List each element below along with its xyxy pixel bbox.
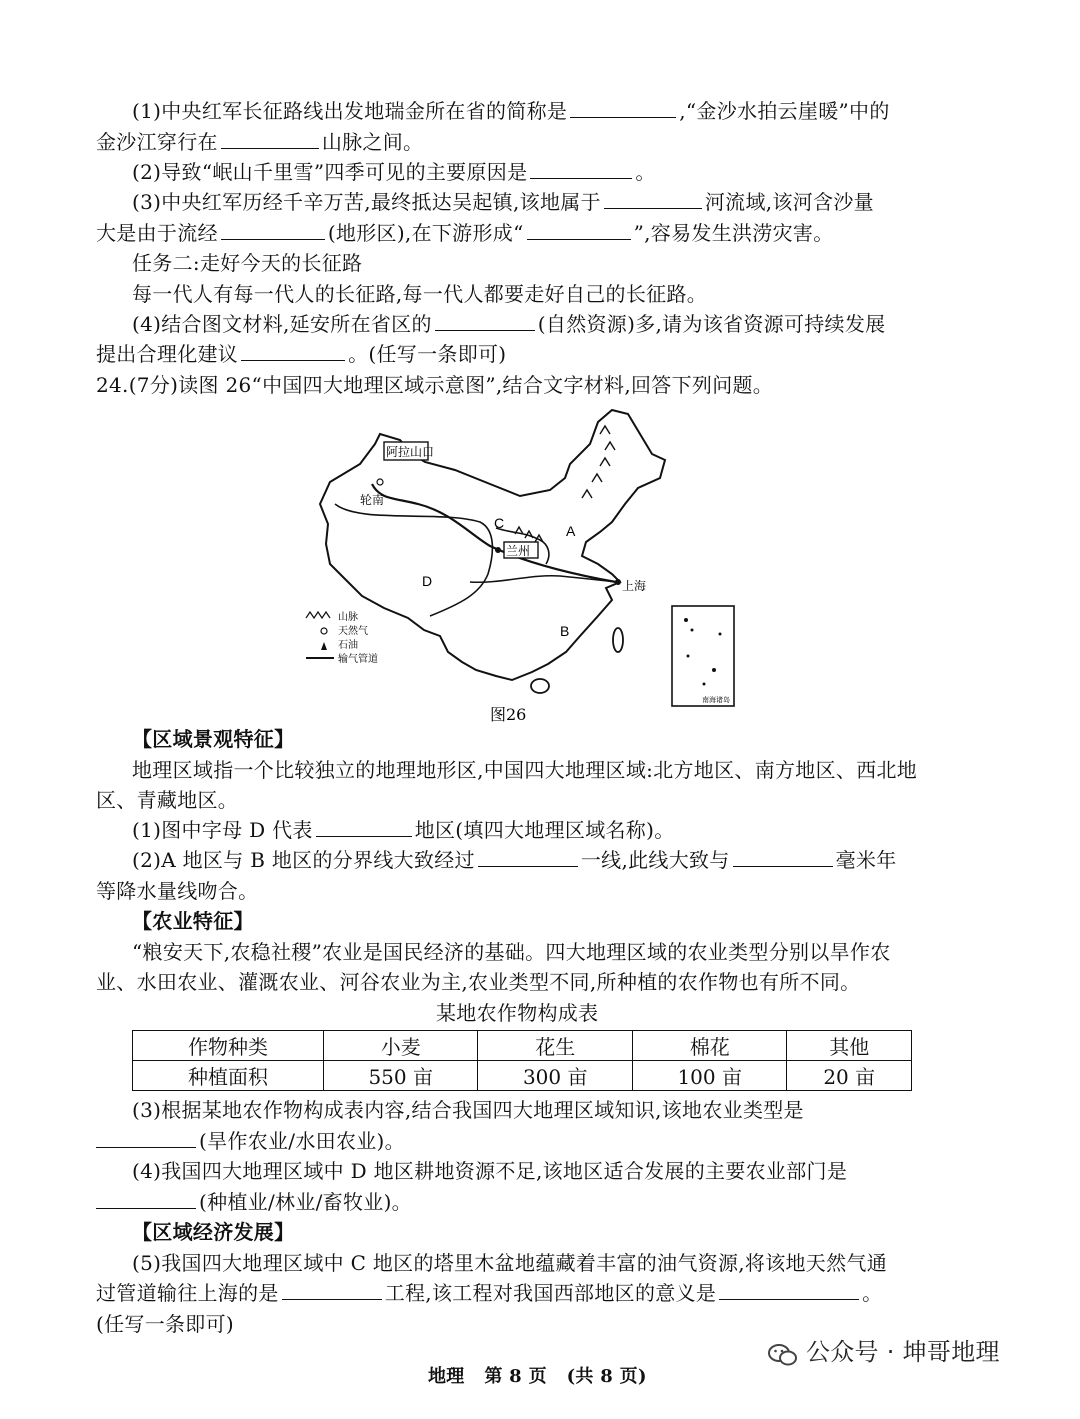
crop-composition-table [132, 1030, 912, 1091]
region-label-d: D [422, 573, 433, 589]
taiwan-island [613, 628, 623, 652]
table-header-row [133, 1031, 912, 1061]
text: 山脉之间。 [321, 130, 424, 154]
answer-blank[interactable] [241, 340, 345, 361]
answer-blank[interactable] [478, 846, 578, 867]
section-landscape-text-1: 地理区域指一个比较独立的地理地形区,中国四大地理区域:北方地区、南方地区、西北地 [132, 758, 918, 782]
mountain-symbols [515, 426, 615, 542]
place-alashankou: 阿拉山口 [386, 445, 435, 459]
inset-label: 南海诸岛 [702, 696, 730, 704]
text: 金沙江穿行在 [96, 130, 218, 154]
legend-gas: 天然气 [338, 626, 368, 637]
q23-line-1 [132, 96, 890, 126]
q24-2 [132, 845, 897, 875]
watermark [768, 1334, 1000, 1370]
table-cell: 其他 [787, 1031, 912, 1061]
task2-text: 每一代人有每一代人的长征路,每一代人都要走好自己的长征路。 [132, 282, 708, 306]
text: 工程,该工程对我国西部地区的意义是 [384, 1281, 717, 1305]
footer-page: 第 8 页 [484, 1366, 547, 1387]
place-lunnan: 轮南 [360, 493, 385, 507]
text: (自然资源)多,请为该省资源可持续发展 [537, 312, 886, 336]
text: 。(任写一条即可) [348, 342, 507, 366]
section-landscape-text-2: 区、青藏地区。 [96, 788, 239, 812]
table-cell: 花生 [478, 1031, 633, 1061]
q24-3-cont [96, 1126, 405, 1156]
place-shanghai: 上海 [622, 579, 647, 593]
section-economy-heading: 【区域经济发展】 [132, 1220, 295, 1244]
text: 一线,此线大致与 [580, 848, 730, 872]
table-cell: 550 亩 [323, 1061, 478, 1091]
text: 。 [862, 1281, 883, 1305]
mountain-legend-icon [306, 612, 330, 618]
task2-heading: 任务二:走好今天的长征路 [132, 251, 363, 275]
oil-legend-icon [321, 642, 327, 650]
section-agriculture-heading: 【农业特征】 [132, 909, 254, 933]
answer-blank[interactable] [435, 310, 535, 331]
footer-total: (共 8 页) [566, 1366, 647, 1387]
text: (2)导致“岷山千里雪”四季可见的主要原因是 [132, 160, 528, 184]
city-point-icon [495, 547, 501, 553]
text: (1)图中字母 D 代表 [132, 818, 313, 842]
answer-blank[interactable] [282, 1279, 382, 1300]
legend-mountain: 山脉 [338, 612, 358, 623]
text: (2)A 地区与 B 地区的分界线大致经过 [132, 848, 475, 872]
table-cell: 种植面积 [133, 1061, 324, 1091]
answer-blank[interactable] [719, 1279, 859, 1300]
table-cell: 100 亩 [632, 1061, 787, 1091]
text: (地形区),在下游形成“ [327, 221, 524, 245]
text: 。 [635, 160, 656, 184]
map-legend [306, 610, 378, 665]
text: 过管道输往上海的是 [96, 1281, 279, 1305]
region-label-c: C [494, 515, 505, 531]
table-row [133, 1061, 912, 1091]
table-cell: 作物种类 [133, 1031, 324, 1061]
region-boundary-c-d [335, 504, 492, 616]
text: (旱作农业/水田农业)。 [199, 1129, 405, 1153]
answer-blank[interactable] [96, 1127, 196, 1148]
q24-5-cont [96, 1278, 882, 1308]
text: 地区(填四大地理区域名称)。 [414, 818, 675, 842]
text: ”,容易发生洪涝灾害。 [633, 221, 834, 245]
q23-line-5 [96, 218, 834, 248]
section-agriculture-text-1: “粮安天下,农稳社稷”农业是国民经济的基础。四大地理区域的农业类型分别以旱作农 [132, 940, 891, 964]
gas-legend-icon [321, 628, 327, 634]
text: (3)中央红军历经千辛万苦,最终抵达吴起镇,该地属于 [132, 190, 601, 214]
q24-4: (4)我国四大地理区域中 D 地区耕地资源不足,该地区适合发展的主要农业部门是 [132, 1159, 848, 1183]
legend-oil: 石油 [338, 640, 358, 651]
figure-caption: 图26 [490, 705, 527, 724]
text: (1)中央红军长征路线出发地瑞金所在省的简称是 [132, 99, 568, 123]
q24-5: (5)我国四大地理区域中 C 地区的塔里木盆地蕴藏着丰富的油气资源,将该地天然气通 [132, 1251, 888, 1275]
answer-blank[interactable] [530, 158, 632, 179]
text: 毫米年 [835, 848, 897, 872]
text: 河流域,该河含沙量 [704, 190, 874, 214]
footer-subject: 地理 [428, 1366, 465, 1387]
table-cell: 300 亩 [478, 1061, 633, 1091]
region-label-b: B [560, 623, 570, 639]
q23-line-4 [132, 187, 874, 217]
q24-title: 24.(7分)读图 26“中国四大地理区域示意图”,结合文字材料,回答下列问题。 [96, 373, 774, 397]
answer-blank[interactable] [316, 816, 412, 837]
answer-blank[interactable] [96, 1188, 196, 1209]
answer-blank[interactable] [604, 188, 702, 209]
south-china-sea-inset [672, 606, 734, 706]
text: (种植业/林业/畜牧业)。 [199, 1190, 412, 1214]
table-cell: 20 亩 [787, 1061, 912, 1091]
china-regions-map [300, 404, 760, 730]
region-label-a: A [566, 523, 576, 539]
place-lanzhou: 兰州 [506, 544, 531, 558]
answer-blank[interactable] [221, 128, 319, 149]
section-landscape-heading: 【区域景观特征】 [132, 727, 295, 751]
q24-2-cont: 等降水量线吻合。 [96, 879, 259, 903]
q23-line-2 [96, 127, 423, 157]
footer-page-info [428, 1362, 647, 1392]
legend-pipeline: 输气管道 [338, 654, 378, 665]
text: 大是由于流经 [96, 221, 218, 245]
gas-field-icon [377, 479, 383, 485]
hainan-island [531, 679, 549, 693]
answer-blank[interactable] [527, 219, 631, 240]
q24-3: (3)根据某地农作物构成表内容,结合我国四大地理区域知识,该地农业类型是 [132, 1098, 804, 1122]
q24-1 [132, 815, 675, 845]
q24-5-note: (任写一条即可) [96, 1312, 235, 1336]
q24-4-cont [96, 1187, 412, 1217]
answer-blank[interactable] [733, 846, 833, 867]
table-cell: 棉花 [632, 1031, 787, 1061]
q23-line-6 [132, 309, 885, 339]
wechat-icon [768, 1341, 798, 1365]
q23-line-7 [96, 339, 506, 369]
gas-pipeline [372, 484, 616, 582]
section-agriculture-text-2: 业、水田农业、灌溉农业、河谷农业为主,农业类型不同,所种植的农作物也有所不同。 [96, 970, 861, 994]
watermark-text: 公众号 · 坤哥地理 [805, 1338, 1000, 1366]
answer-blank[interactable] [221, 219, 325, 240]
text: 提出合理化建议 [96, 342, 239, 366]
table-cell: 小麦 [323, 1031, 478, 1061]
table-title: 某地农作物构成表 [436, 1001, 599, 1025]
city-point-icon [615, 579, 621, 585]
q23-line-3 [132, 157, 656, 187]
text: (4)结合图文材料,延安所在省区的 [132, 312, 432, 336]
answer-blank[interactable] [570, 97, 676, 118]
text: ,“金沙水拍云崖暖”中的 [679, 99, 890, 123]
